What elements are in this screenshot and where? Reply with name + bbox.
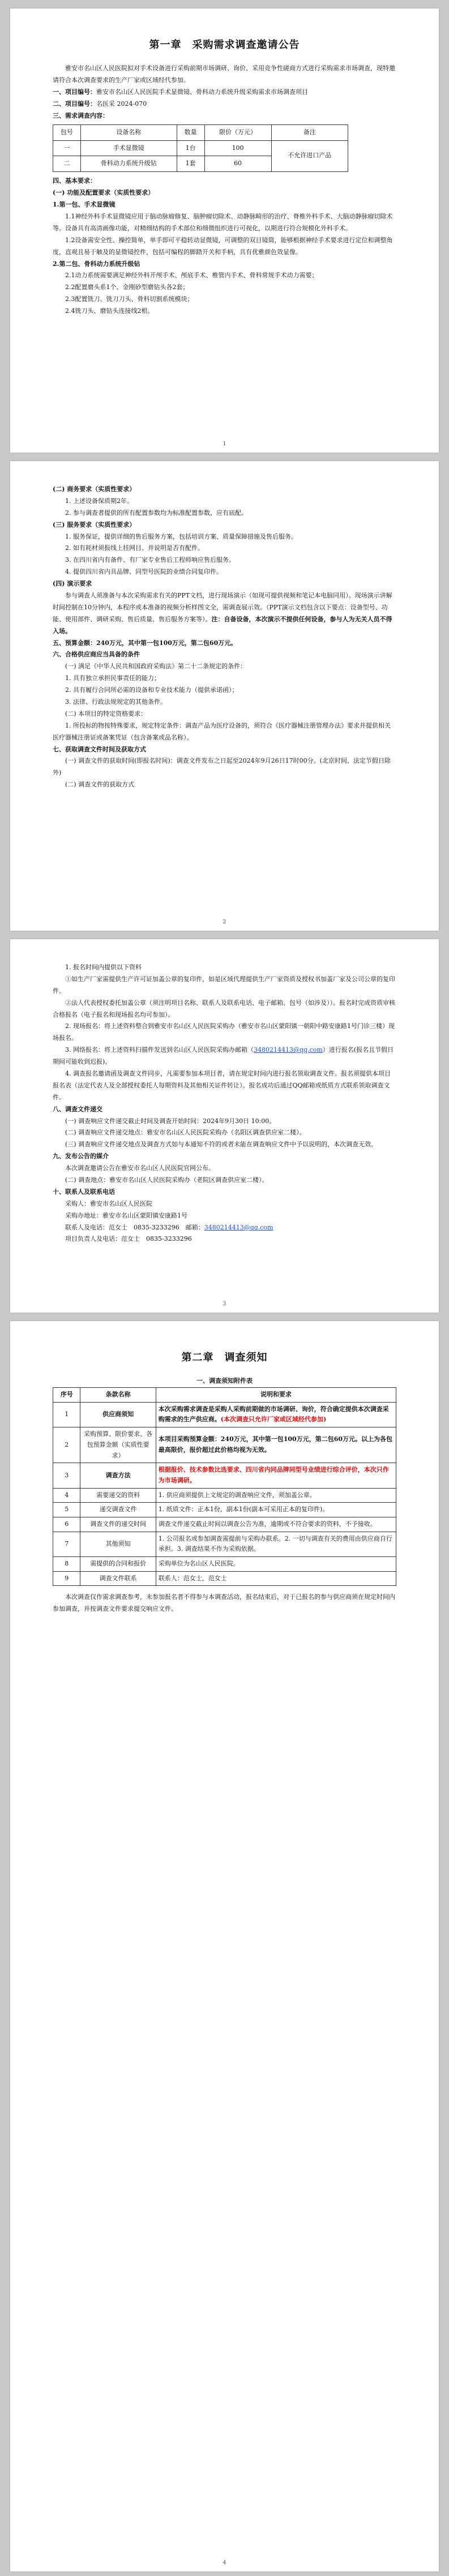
page-number: 4 <box>223 2560 226 2566</box>
section-heading: 七、获取调查文件时间及获取方式 <box>53 745 146 753</box>
subsection-heading: (二) 商务要求（实质性要求） <box>53 485 136 493</box>
section-heading: 二、项目编号： <box>53 100 96 107</box>
paragraph: 采购人：雅安市名山区人民医院 <box>65 1199 152 1207</box>
text: 联系人及电话：范女士 0835-3233296 邮箱： <box>65 1223 204 1231</box>
table-row <box>53 1427 396 1463</box>
chapter-title: 第一章 采购需求调查邀请公告 <box>149 39 300 51</box>
cell: 骨科动力系统升级钻 <box>80 156 177 172</box>
subsection-heading: (一) 功能及配置要求（实质性要求） <box>53 189 155 197</box>
paragraph: 2. 如有耗材须报线上挂网目、并说明是否有配件。 <box>65 544 204 552</box>
paragraph: 4. 提供四川省内具品牌、同型号医院的业绩合同复印件。 <box>65 568 223 576</box>
paragraph: 2.4铣刀头、磨钻头连接线2根。 <box>65 307 154 315</box>
cell: 采购预算、限价要求、各包预算金额（实质性要求） <box>80 1427 156 1463</box>
text: ）进行报名(报名且节假日期间可能收到迟报)。 <box>53 1046 394 1066</box>
section-heading: 九、发布公告的媒介 <box>53 1152 109 1160</box>
paragraph <box>53 590 396 638</box>
email-link[interactable]: 3480214413@qq.com <box>254 1046 323 1054</box>
section-heading: 六、合格供应商应当具备的条件 <box>53 651 140 659</box>
paragraph: 2. 具有履行合同所必需的设备和专业技术能力（提供承诺函）； <box>65 686 238 694</box>
cell: 1. 公司报名或参加调查需提前与采购办联系。2. 一切与调查有关的费用由供应商自行承担。3. 调查结果不作为采购依据。 <box>156 1532 396 1556</box>
table-title: 一、调查须知附件表 <box>196 1377 253 1385</box>
paragraph: 3. 在四川省内有备件、有厂家专业售后工程师响应售后服务。 <box>65 556 235 564</box>
cell: 本项目采购预算金额：240万元，其中第一包100万元，第二包60万元。以上为各包最高限价，报价超过此价格均视为无效。 <box>156 1427 396 1463</box>
cell: 二 <box>53 156 81 172</box>
cell: 9 <box>53 1571 80 1586</box>
header-cell: 设备名称 <box>80 124 177 140</box>
cell: 调查文件联系 <box>80 1571 156 1586</box>
cell: 2 <box>53 1427 80 1463</box>
cell: 调查文件的递交时间 <box>80 1517 156 1532</box>
text: (本次调查只允许厂家或区域经代参加) <box>220 1416 327 1424</box>
email-link[interactable]: 3480214413@qq.com <box>204 1223 273 1231</box>
text: 3. 网络报名：将上述资料扫描件发送到名山区人民医院采购办邮箱（ <box>65 1046 254 1054</box>
cell <box>156 1402 396 1427</box>
document-page-1 <box>10 8 439 453</box>
header-cell: 序号 <box>53 1388 80 1403</box>
cell: 递交调查文件 <box>80 1503 156 1517</box>
section-heading: 四、基本要求： <box>53 177 96 185</box>
cell: 根据报价、技术参数比选要求、四川省内同品牌同型号业绩进行综合评价，本次只作为市场调研。 <box>156 1463 396 1488</box>
cell: 调查方法 <box>80 1463 156 1488</box>
paragraph: 1. 具有独立承担民事责任的能力； <box>65 674 160 682</box>
document-page-2 <box>10 461 439 931</box>
subsection-heading: (三) 服务要求（实质性要求） <box>53 521 136 528</box>
package-heading: 2.第二包、骨科动力系统升级钻 <box>53 260 140 268</box>
paragraph: 2. 现场报名：将上述资料整合到雅安市名山区人民医院采购办（雅安市名山区蒙阳镇一朝阳中路安康路1号门诊三楼）现场报名。 <box>53 1022 395 1042</box>
table-row <box>53 1532 396 1556</box>
cell: 采购单位为名山区人民医院。 <box>156 1557 396 1572</box>
cell: 其他须知 <box>80 1532 156 1556</box>
table-row <box>53 1488 396 1503</box>
chapter-title: 第二章 调查须知 <box>181 1352 268 1364</box>
paragraph: 4. 调查报名邀请函及调查文件同步，凡需要参加本项目者，请在规定时间内进行报名领取调查文件。报名须提供本项目报名表（法定代表人及全部授权委托人每期资料及其他相关证件转让）。报名成功后通过QQ邮箱或纸质方式联系领取调查文件。 <box>53 1070 391 1101</box>
cell: 1 <box>53 1402 80 1427</box>
cell: 6 <box>53 1517 80 1532</box>
cell: 一 <box>53 140 81 156</box>
table-header-row <box>53 1388 396 1403</box>
paragraph: (二) 调查响应文件递交地点：雅安市名山区人民医院采购办（名阳区调查供应室二楼）。 <box>65 1129 306 1137</box>
table-row <box>53 1571 396 1586</box>
paragraph: (二) 调查文件的获取方式 <box>65 781 135 789</box>
demo-text: 参与调查人须准备与本次采购需求有关的PPT文档，进行现场演示（如现可提供视频和笔记本电脑同用）。现场演示讲解时间控制在10分钟内，本程序或本准备的视频分析样图文全，需调查展示效。（PPT演示文档包含以下要点：设备型号、功能、使用部件、调研采购、售后质量、售后服务方案等）。 <box>53 592 392 623</box>
instructions-table <box>53 1387 396 1586</box>
budget-line: 五、预算金额：240万元，其中第一包100万元，第二包60万元。 <box>53 639 237 647</box>
cell: 联系人：范女士，范女士 <box>156 1571 396 1586</box>
header-cell: 说明和要求 <box>156 1388 396 1403</box>
procurement-table <box>53 124 348 173</box>
cell: 1. 供应商须提供上文规定的调查响应文件，须加盖公章。 <box>156 1488 396 1503</box>
cell: 1套 <box>177 156 204 172</box>
paragraph: 2.1动力系统需要满足神经外科开颅手术、颅底手术、椎管内手术、骨科常规手术动力需要； <box>65 272 318 279</box>
table-row <box>53 140 348 156</box>
cell: 调查文件递交截止时间以调查公告为准，逾期或不符合要求的资料，不予接收。 <box>156 1517 396 1532</box>
paragraph: 1. 所投标的物按特殊要求，规定特定条件：调查产品为医疗设备的，须符合《医疗器械注册管理办法》要求并提供相关医疗器械注册证或备案凭证（包含备案或品名称）。 <box>53 721 391 741</box>
paragraph: 1. 报名时间内提供以下资料 <box>65 964 142 971</box>
page-4-content <box>53 1344 396 1615</box>
paragraph: 2.2配置磨头系1个、金刚砂型磨钻头各2套； <box>65 283 189 291</box>
cell: 手术显微镜 <box>80 140 177 156</box>
document-page-3 <box>10 939 439 1313</box>
paragraph: 3. 法律、行政法规规定的其他条件。 <box>65 698 166 706</box>
paragraph: (一) 满足《中华人民共和国政府采购法》第二十二条规定的条件： <box>65 663 247 670</box>
text: 本次采购需求调查是采购人采购前期做的市场调研、询价，符合确定提供本次调查采购需求的生产供应商。 <box>158 1405 389 1424</box>
table-row <box>53 1503 396 1517</box>
page-2-content <box>53 484 396 791</box>
cell: 需提供的合同和报价 <box>80 1557 156 1572</box>
cell: 4 <box>53 1488 80 1503</box>
section-heading: 十、联系人及联系电话 <box>53 1188 115 1195</box>
section-heading: 一、项目编号： <box>53 88 96 96</box>
paragraph <box>53 1222 396 1234</box>
section-heading: 三、需求调查内容： <box>53 111 109 119</box>
cell: 5 <box>53 1503 80 1517</box>
header-cell: 限价（万元） <box>204 124 271 140</box>
paragraph: 2.3配置铣刀、铣刀刀头、骨科切割系统模块； <box>65 295 194 303</box>
paragraph: (二) 调查地点：雅安市名山区人民医院采购办（老院区调查供应室二楼）。 <box>65 1176 268 1184</box>
paragraph: 1. 服务保证，提供详细的售后服务方案，包括培训方案、质量保障措施及售后服务。 <box>65 532 297 540</box>
paragraph: (一) 调查文件的获取时间(即报名时间)：调查文件发布之日起至2024年9月26日17时00分。(北京时间、法定节假日除外) <box>53 757 391 777</box>
intro-paragraph: 雅安市名山区人民医院拟对手术设备进行采购前期市场调研、询价、采用竞争性磋商方式进行采购需求市场调查，现特邀请符合本次调查要求的生产厂家或区域经代参加。 <box>53 64 395 84</box>
package-heading: 1.第一包、手术显微镜 <box>53 201 116 209</box>
paragraph: 1. 上述设备保质期2年。 <box>65 497 133 505</box>
cell: 100 <box>204 140 271 156</box>
paragraph: 1.1神经外科手术显微镜应用于脑动脉瘤修复、脑肿瘤切除术、动静脉畸形的治疗、脊椎外科手术、大脑动静脉瘤切除术等。设备具有高清画像功能，对精细结构的手术部位和细微组织进行可视化，以期进行符合规模化外科手术。 <box>53 212 393 232</box>
header-cell: 包号 <box>53 124 81 140</box>
project-number: 名医采 2024-070 <box>96 100 147 107</box>
page-number: 2 <box>223 919 226 925</box>
table-row <box>53 1517 396 1532</box>
cell: 7 <box>53 1532 80 1556</box>
paragraph: 2. 参与调查者提供的所有配置参数均为标准配置参数，应有底配。 <box>65 509 247 517</box>
paragraph: ①如生产厂家需提供生产许可证加盖公章的复印件，如是区域代理提供生产厂家资质及授权书加盖厂家及公司公章的复印件。 <box>53 975 395 995</box>
table-row <box>53 1402 396 1427</box>
page-1-content <box>53 31 396 317</box>
section-heading: 八、调查文件递交 <box>53 1105 102 1113</box>
closing-note: 本次调查仅作需求调查参考，未参加报名者不得参与本调查活动，报名结束后，对于已报名的参与供应商须在规定时间内参加调查，并按调查文件要求提交响应文件。 <box>53 1593 395 1613</box>
cell: 1. 纸质文件：正本1份，副本1份(副本可采用正本的复印件)。 <box>156 1503 396 1517</box>
page-number: 3 <box>223 1301 226 1307</box>
paragraph: 项目负责人及电话：范女士 0835-3233296 <box>65 1235 192 1243</box>
document-page-4 <box>10 1321 439 2571</box>
remark-cell: 不允许进口产品 <box>271 140 348 172</box>
cell: 60 <box>204 156 271 172</box>
header-cell: 数量 <box>177 124 204 140</box>
table-header-row <box>53 124 348 140</box>
paragraph: (二) 本项目的特定资格要求： <box>65 709 147 717</box>
project-name: 雅安市名山区人民医院手术显微镜、骨科动力系统升级采购需求市场调查项目 <box>96 88 308 96</box>
cell: 需要递交的资料 <box>80 1488 156 1503</box>
demo-note: 注：自备设备，本次演示不提供任何设备，参与人为无关人员不得入场。 <box>53 615 392 635</box>
paragraph: 1.2设备需安全性、操控简单，单手即可平稳转动显微镜，可调整的双目镜筒，能够根据神经手术要求进行定位和调整角度，直观且易于触及的显微镜控件，包括可编程的脚踏开关和手柄，具有优雅颜色效显像。 <box>53 236 393 256</box>
header-cell: 条款名称 <box>80 1388 156 1403</box>
header-cell: 备注 <box>271 124 348 140</box>
cell: 3 <box>53 1463 80 1488</box>
paragraph: (三) 调查响应文件递交地点及调查方式如与本通知不符的或者未能在调查响应文件中予以说明的，本次调查无效。 <box>65 1141 378 1149</box>
page-number: 1 <box>223 441 226 447</box>
page-3-content <box>53 962 396 1245</box>
paragraph: 本次调查邀请公告在雅安市名山区人民医院官网公布。 <box>65 1164 215 1172</box>
cell: 供应商须知 <box>80 1402 156 1427</box>
paragraph: 采购办地址：雅安市名山区蒙阳镇安康路1号 <box>65 1211 187 1219</box>
cell: 1台 <box>177 140 204 156</box>
paragraph: ②法人代表授权委托加盖公章（须注明项目名称、联系人及联系电话、电子邮箱、包号（如涉及））。报名时完成资质审核合格报名（电子报名和现场报名均可参加）。 <box>53 999 395 1018</box>
table-row <box>53 1463 396 1488</box>
cell: 8 <box>53 1557 80 1572</box>
paragraph <box>53 1044 396 1068</box>
table-row <box>53 1557 396 1572</box>
subsection-heading: (四) 演示要求 <box>53 580 92 588</box>
paragraph: (一) 调查响应文件递交截止时间及调查开始时间：2024年9月30日 10:00。 <box>65 1117 276 1125</box>
